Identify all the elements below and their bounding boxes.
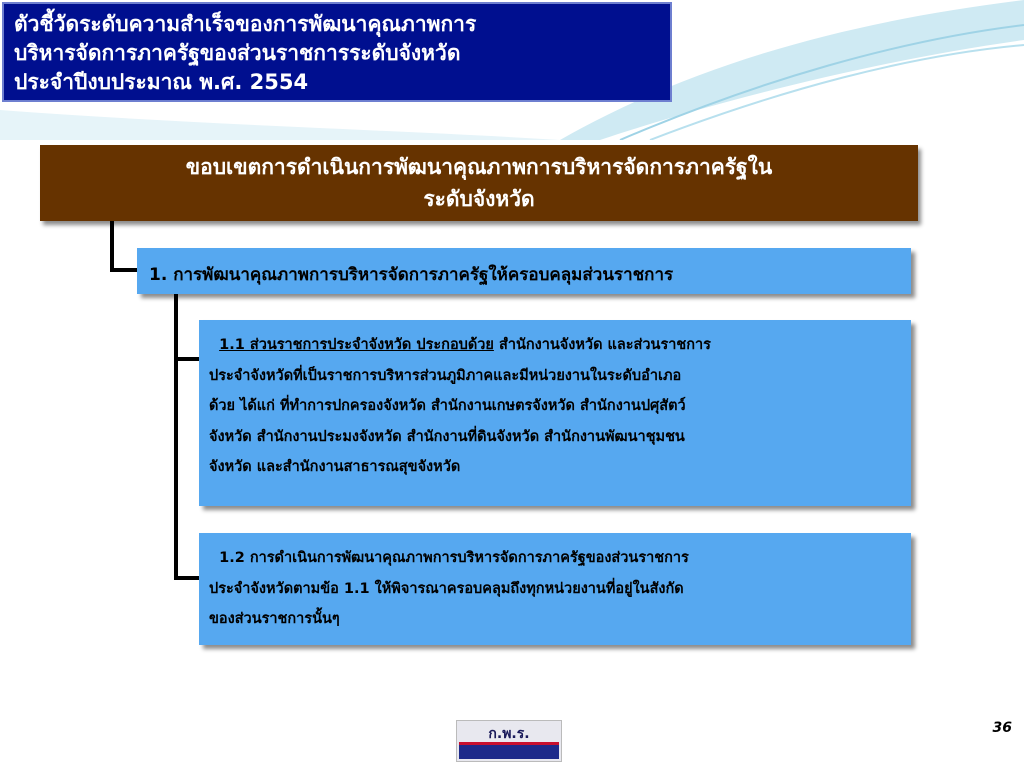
connector-main-horizontal — [110, 268, 138, 272]
title-line-1: ตัวชี้วัดระดับความสำเร็จของการพัฒนาคุณภาพการ — [14, 12, 477, 36]
item-1-1-line-1-rest: สำนักงานจังหวัด และส่วนราชการ — [493, 337, 711, 353]
item-1-2-line-2: ประจำจังหวัดตามข้อ 1.1 ให้พิจารณาครอบคลุมถึงทุกหน่วยงานที่อยู่ในสังกัด — [209, 580, 684, 597]
item-1-2-line-1-text: 1.2 การดำเนินการพัฒนาคุณภาพการบริหารจัดการภาครัฐของส่วนราชการ — [219, 550, 689, 566]
scope-line-2: ระดับจังหวัด — [423, 187, 535, 211]
item-1-1-line-3: ด้วย ได้แก่ ที่ทำการปกครองจังหวัด สำนักงานเกษตรจังหวัด สำนักงานปศุสัตว์ — [209, 398, 686, 414]
title-line-2: บริหารจัดการภาครัฐของส่วนราชการระดับจังหวัด — [14, 41, 461, 65]
logo-text: ก.พ.ร. — [488, 726, 530, 742]
slide-title — [2, 2, 672, 102]
page-number: 36 — [992, 720, 1012, 736]
item-1-2-line-3: ของส่วนราชการนั้นๆ — [209, 611, 340, 627]
item-1-1-line-2: ประจำจังหวัดที่เป็นราชการบริหารส่วนภูมิภาคและมีหน่วยงานในระดับอำเภอ — [209, 367, 682, 384]
item-1-box — [137, 248, 911, 294]
connector-sub-horizontal-2 — [174, 576, 200, 580]
item-1-1-line-5: จังหวัด และสำนักงานสาธารณสุขจังหวัด — [209, 459, 461, 475]
connector-sub-vertical — [174, 294, 178, 580]
item-1-2-box — [199, 533, 911, 645]
item-1-2-line-1 — [209, 543, 901, 574]
connector-sub-horizontal-1 — [174, 357, 200, 361]
scope-header — [40, 145, 918, 221]
connector-main-vertical — [110, 221, 114, 272]
item-1-1-line-4: จังหวัด สำนักงานประมงจังหวัด สำนักงานที่ดินจังหวัด สำนักงานพัฒนาชุมชน — [209, 428, 685, 445]
item-1-1-lead: 1.1 ส่วนราชการประจำจังหวัด ประกอบด้วย — [219, 337, 494, 353]
item-1-1-line-1 — [209, 330, 901, 361]
opdc-logo — [456, 720, 562, 762]
item-1-text: 1. การพัฒนาคุณภาพการบริหารจัดการภาครัฐให้ครอบคลุมส่วนราชการ — [149, 265, 674, 285]
logo-blue-bar — [459, 745, 559, 759]
scope-line-1: ขอบเขตการดำเนินการพัฒนาคุณภาพการบริหารจัดการภาครัฐใน — [185, 155, 773, 179]
item-1-1-box — [199, 320, 911, 506]
title-line-3: ประจำปีงบประมาณ พ.ศ. 2554 — [14, 70, 309, 94]
